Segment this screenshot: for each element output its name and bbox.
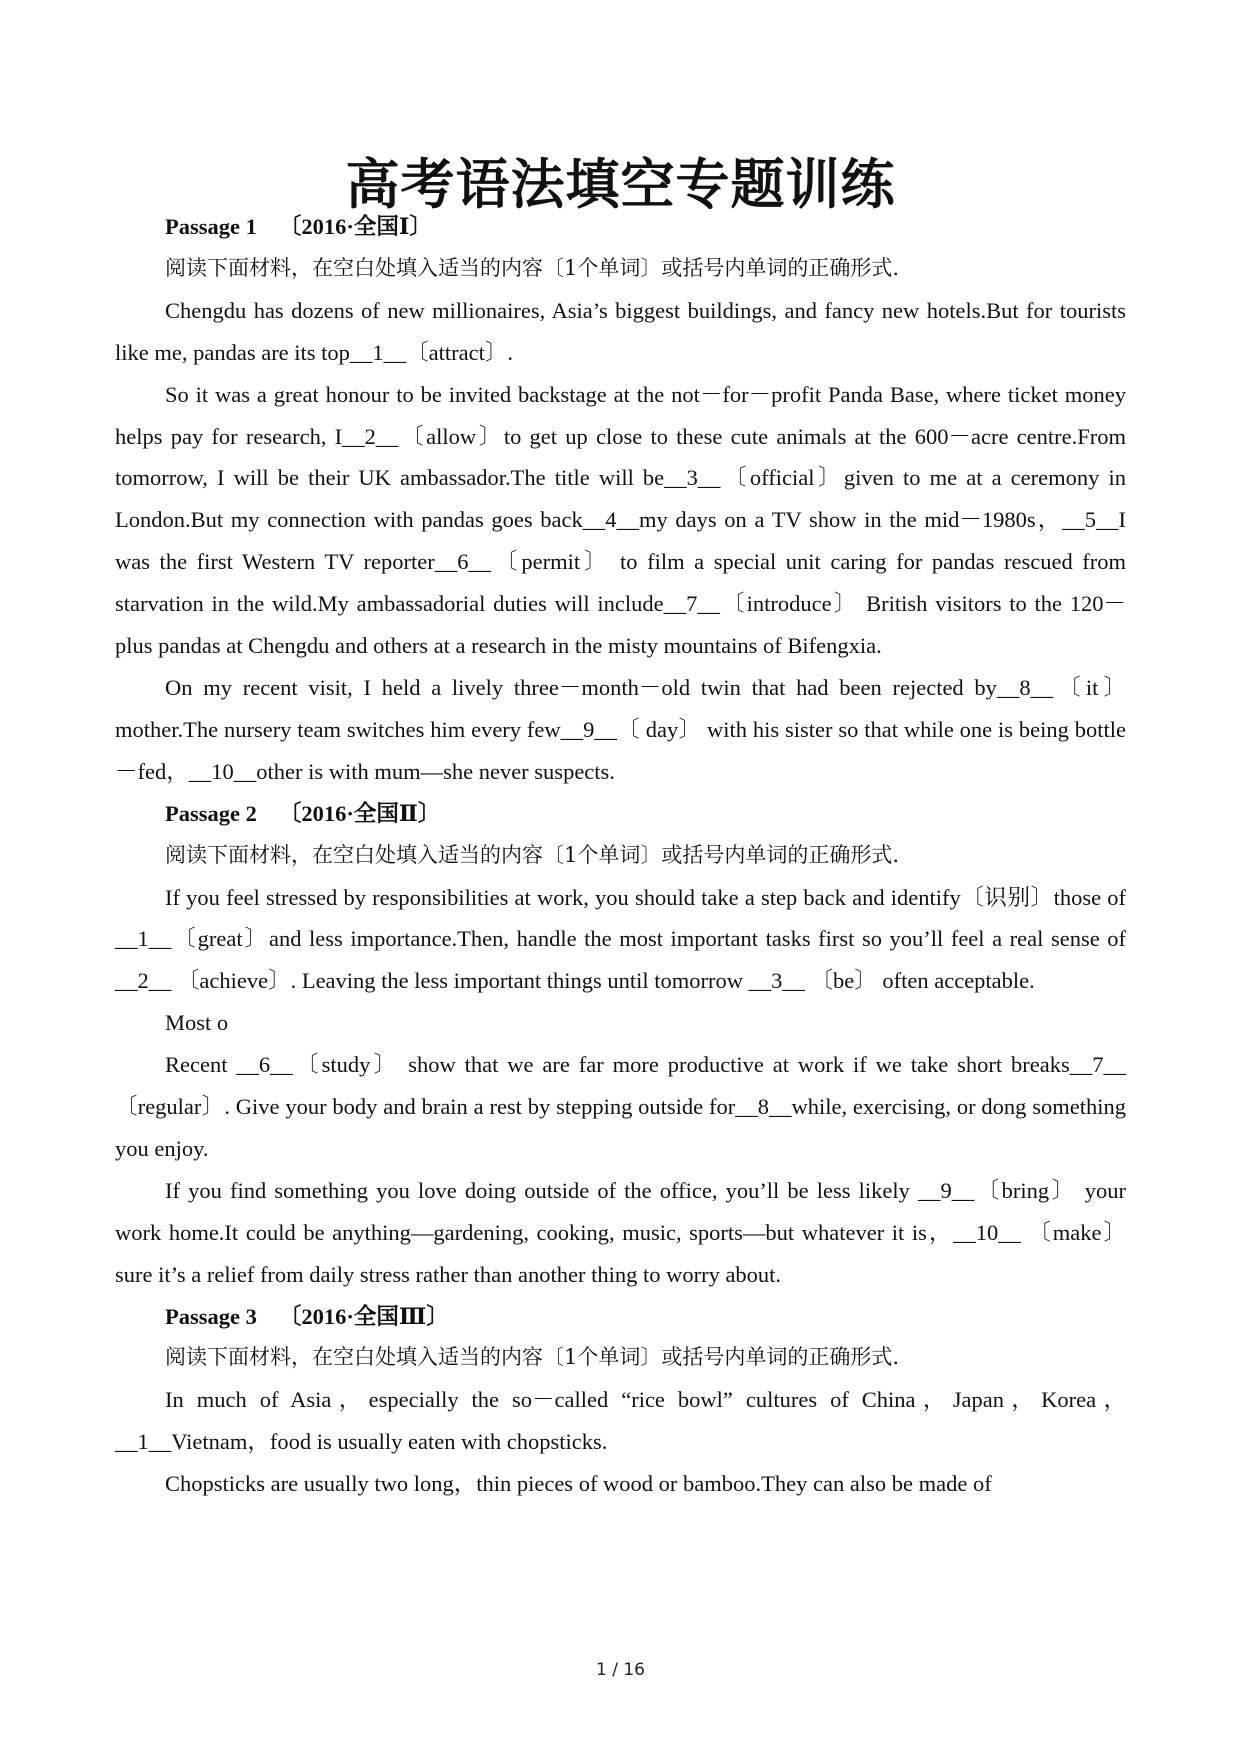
passage-label: Passage 3 (165, 1303, 257, 1329)
document-title: 高考语法填空专题训练 (345, 153, 896, 216)
passage-3 (115, 1296, 1126, 1506)
page-number: 1 / 16 (596, 1660, 645, 1680)
passage-heading (115, 206, 1126, 248)
document-body (115, 206, 1126, 1505)
passage-paragraph: Chopsticks are usually two long，thin pieces of wood or bamboo.They can also be made of (165, 1471, 992, 1497)
passage-2 (115, 793, 1126, 1296)
passage-1 (115, 206, 1126, 793)
passage-instruction: 阅读下面材料，在空白处填入适当的内容〔1个单词〕或括号内单词的正确形式. (165, 255, 900, 280)
passage-heading (115, 1296, 1126, 1338)
passage-paragraph: Most o (165, 1010, 229, 1036)
passage-instruction: 阅读下面材料，在空白处填入适当的内容〔1个单词〕或括号内单词的正确形式. (165, 1345, 900, 1370)
passage-heading (115, 793, 1126, 835)
passage-source: 〔2016·全国Ⅲ〕 (278, 1303, 449, 1329)
passage-paragraph: Recent __6__〔study〕 show that we are far more productive at work if we take short breaks__7__〔regular〕. Give your body and brain a rest by stepping outside for__8__while, exercising, or dong something you enjoy. (115, 1052, 1126, 1161)
passage-paragraph: If you feel stressed by responsibilities at work, you should take a step back and identify〔识别〕those of __1__〔great〕and less importance.Then, handle the most important tasks first so you’ll feel a real sense of __2__ 〔achieve〕. Leaving the less important things until tomorrow __3__ 〔be〕 often acceptable. (115, 884, 1126, 994)
passage-instruction: 阅读下面材料，在空白处填入适当的内容〔1个单词〕或括号内单词的正确形式. (165, 842, 900, 867)
passage-source: 〔2016·全国Ⅱ〕 (278, 800, 441, 826)
passage-paragraph: If you find something you love doing outside of the office, you’ll be less likely __9__〔bring〕 your work home.It could be anything—gardening, cooking, music, sports—but whatever it is，__10__ 〔make〕 sure it’s a relief from daily stress rather than another thing to worry about. (115, 1177, 1126, 1287)
passage-label: Passage 1 (165, 214, 257, 239)
passage-paragraph: In much of Asia，especially the so－called “rice bowl” cultures of China，Japan，Korea，__1__Vietnam，food is usually eaten with chopsticks. (115, 1387, 1126, 1455)
passage-source: 〔2016·全国Ⅰ〕 (278, 214, 432, 239)
passage-paragraph: On my recent visit, I held a lively three－month－old twin that had been rejected by__8__〔it〕 mother.The nursery team switches him every few__9__〔 day〕 with his sister so that while one is being bottle－fed，__10__other is with mum—she never suspects. (115, 674, 1126, 784)
passage-label: Passage 2 (165, 800, 257, 826)
passage-paragraph: So it was a great honour to be invited backstage at the not－for－profit Panda Base, where ticket money helps pay for research, I__2__〔allow〕to get up close to these cute animals at the 600－acre centre.From tomorrow, I will be their UK ambassador.The title will be__3__〔official〕given to me at a ceremony in London.But my connection with pandas goes back__4__my days on a TV show in the mid－1980s，__5__I was the first Western TV reporter__6__〔permit〕 to film a special unit caring for pandas rescued from starvation in the wild.My ambassadorial duties will include__7__〔introduce〕 British visitors to the 120－plus pandas at Chengdu and others at a research in the misty mountains of Bifengxia. (115, 381, 1126, 659)
passage-paragraph: Chengdu has dozens of new millionaires, Asia’s biggest buildings, and fancy new hotels.But for tourists like me, pandas are its top__1__〔attract〕. (115, 297, 1126, 365)
